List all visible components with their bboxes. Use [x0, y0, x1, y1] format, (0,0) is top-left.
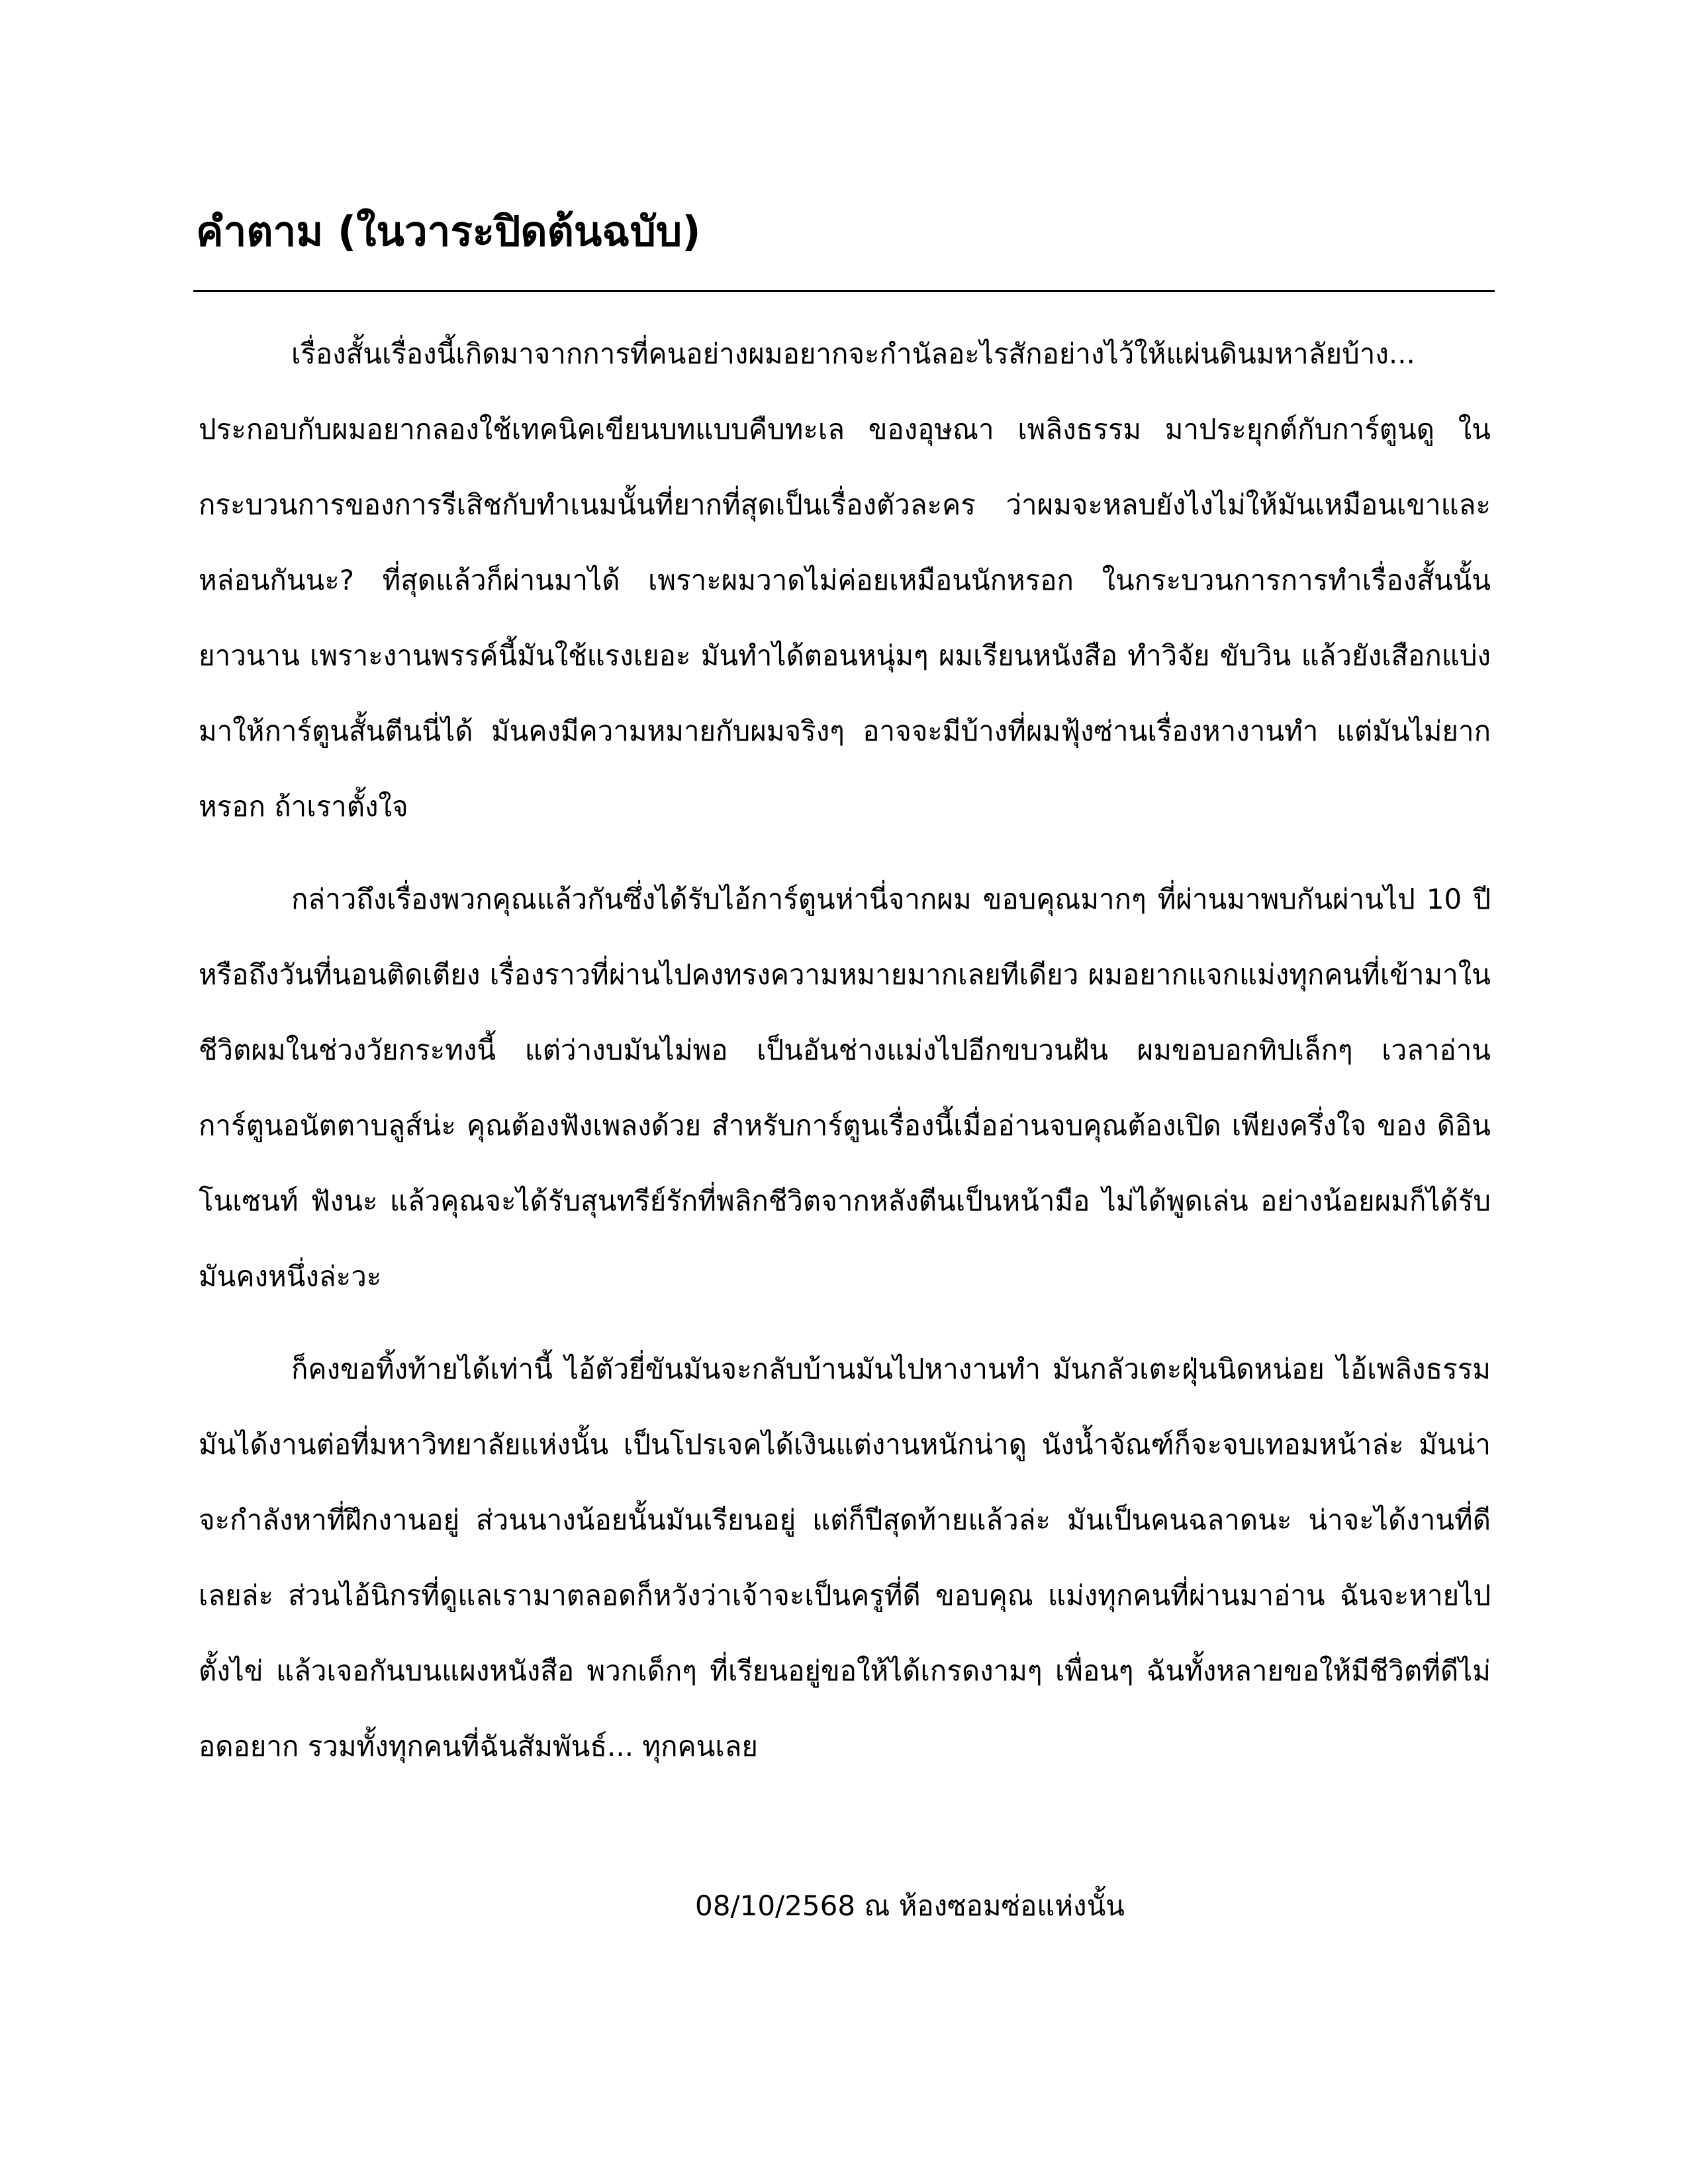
document-body [199, 316, 1491, 1784]
paragraph-thanks-readers: กล่าวถึงเรื่องพวกคุณแล้วกันซึ่งได้รับไอ้การ์ตูนห่านี่จากผม ขอบคุณมากๆ ที่ผ่านมาพบกันผ่านไป 10 ปี หรือถึงวันที่นอนติดเตียง เรื่องราวที่ผ่านไปคงทรงความหมายมากเลยทีเดียว ผมอยากแจกแม่งทุกคนที่เข้ามาในชีวิตผมในช่วงวัยกระทงนี้ แต่ว่างบมันไม่พอ เป็นอันช่างแม่งไปอีกขบวนฝัน ผมขอบอกทิปเล็กๆ เวลาอ่านการ์ตูนอนัตตาบลูส์น่ะ คุณต้องฟังเพลงด้วย สำหรับการ์ตูนเรื่องนี้เมื่ออ่านจบคุณต้องเปิด เพียงครึ่งใจ ของ ดิอินโนเซนท์ ฟังนะ แล้วคุณจะได้รับสุนทรีย์รักที่พลิกชีวิตจากหลังตีนเป็นหน้ามือ ไม่ได้พูดเล่น อย่างน้อยผมก็ได้รับมันคงหนึ่งล่ะวะ [199, 883, 1491, 1293]
date-signature-line: 08/10/2568 ณ ห้องซอมซ่อแห่งนั้น [695, 1889, 1125, 1922]
page-title: คำตาม (ในวาระปิดต้นฉบับ) [196, 207, 701, 255]
paragraph-closing-farewell: ก็คงขอทิ้งท้ายได้เท่านี้ ไอ้ตัวยี่ขันมันจะกลับบ้านมันไปหางานทำ มันกลัวเตะฝุ่นนิดหน่อย ไอ้เพลิงธรรมมันได้งานต่อที่มหาวิทยาลัยแห่งนั้น เป็นโปรเจคได้เงินแต่งานหนักน่าดู นังน้ำจัณฑ์ก็จะจบเทอมหน้าล่ะ มันน่าจะกำลังหาที่ฝึกงานอยู่ ส่วนนางน้อยนั้นมันเรียนอยู่ แต่ก็ปีสุดท้ายแล้วล่ะ มันเป็นคนฉลาดนะ น่าจะได้งานที่ดีเลยล่ะ ส่วนไอ้นิกรที่ดูแลเรามาตลอดก็หวังว่าเจ้าจะเป็นครูที่ดี ขอบคุณ แม่งทุกคนที่ผ่านมาอ่าน ฉันจะหายไปตั้งไข่ แล้วเจอกันบนแผงหนังสือ พวกเด็กๆ ที่เรียนอยู่ขอให้ได้เกรดงามๆ เพื่อนๆ ฉันทั้งหลายขอให้มีชีวิตที่ดีไม่อดอยาก รวมทั้งทุกคนที่ฉันสัมพันธ์... ทุกคนเลย [199, 1353, 1491, 1762]
title-underline-divider [193, 290, 1495, 292]
paragraph-origin-story: เรื่องสั้นเรื่องนี้เกิดมาจากการที่คนอย่างผมอยากจะกำนัลอะไรสักอย่างไว้ให้แผ่นดินมหาลัยบ้าง... ประกอบกับผมอยากลองใช้เทคนิคเขียนบทแบบคืบทะเล ของอุษณา เพลิงธรรม มาประยุกต์กับการ์ตูนดู ในกระบวนการของการรีเสิชกับทำเนมนั้นที่ยากที่สุดเป็นเรื่องตัวละคร ว่าผมจะหลบยังไงไม่ให้มันเหมือนเขาและหล่อนกันนะ? ที่สุดแล้วก็ผ่านมาได้ เพราะผมวาดไม่ค่อยเหมือนนักหรอก ในกระบวนการการทำเรื่องสั้นนั้นยาวนาน เพราะงานพรรค์นี้มันใช้แรงเยอะ มันทำได้ตอนหนุ่มๆ ผมเรียนหนังสือ ทำวิจัย ขับวิน แล้วยังเสือกแบ่งมาให้การ์ตูนสั้นตีนนี่ได้ มันคงมีความหมายกับผมจริงๆ อาจจะมีบ้างที่ผมฟุ้งซ่านเรื่องหางานทำ แต่มันไม่ยากหรอก ถ้าเราตั้งใจ [199, 338, 1491, 823]
